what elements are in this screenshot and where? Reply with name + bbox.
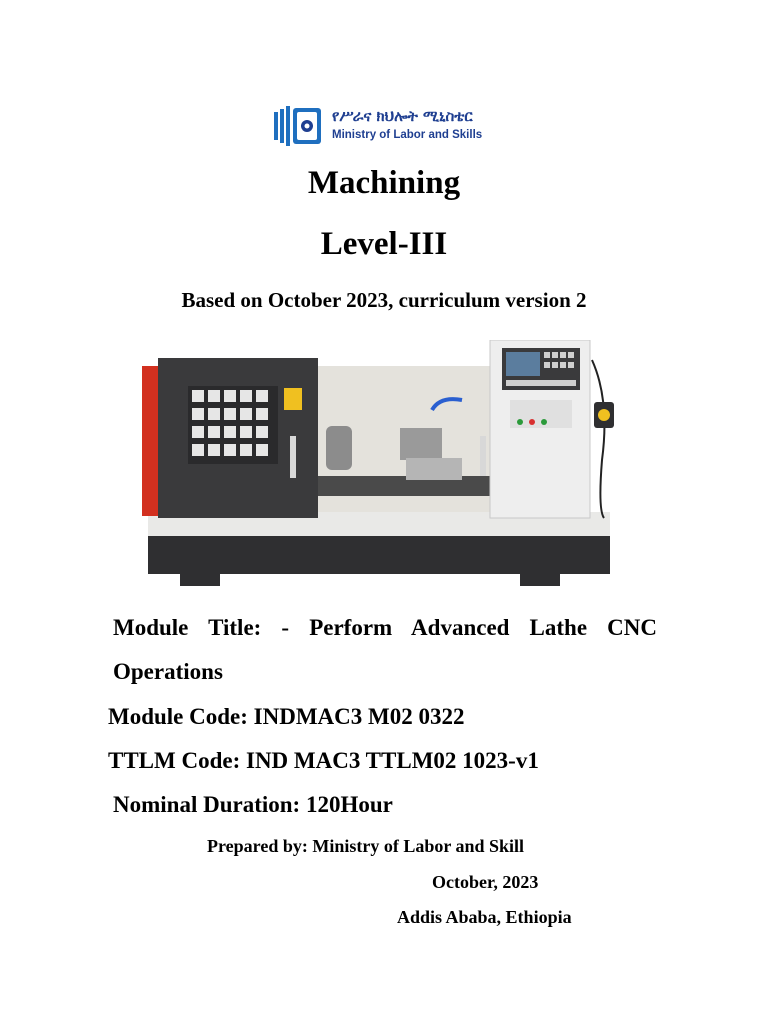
logo-emblem-icon [272, 104, 328, 148]
publication-date: October, 2023 [432, 872, 539, 892]
ministry-logo [272, 104, 498, 148]
module-title-line1: Module Title: - Perform Advanced Lathe CNC [113, 615, 657, 640]
logo-english-text: Ministry of Labor and Skills [332, 129, 483, 141]
nominal-duration: Nominal Duration: 120Hour [113, 792, 393, 817]
curriculum-basis: Based on October 2023, curriculum version 2 [181, 288, 587, 312]
module-code: Module Code: INDMAC3 M02 0322 [108, 704, 465, 729]
publication-place: Addis Ababa, Ethiopia [397, 907, 572, 927]
cnc-lathe-image [140, 340, 620, 590]
module-title-line2: Operations [113, 659, 223, 684]
ttlm-code: TTLM Code: IND MAC3 TTLM02 1023-v1 [108, 748, 539, 773]
level-title: Level-III [320, 226, 448, 262]
document-title: Machining [307, 165, 461, 201]
prepared-by: Prepared by: Ministry of Labor and Skill [207, 836, 525, 856]
logo-amharic-text: የሥራና ክህሎት ሚኒስቴር [332, 107, 473, 125]
